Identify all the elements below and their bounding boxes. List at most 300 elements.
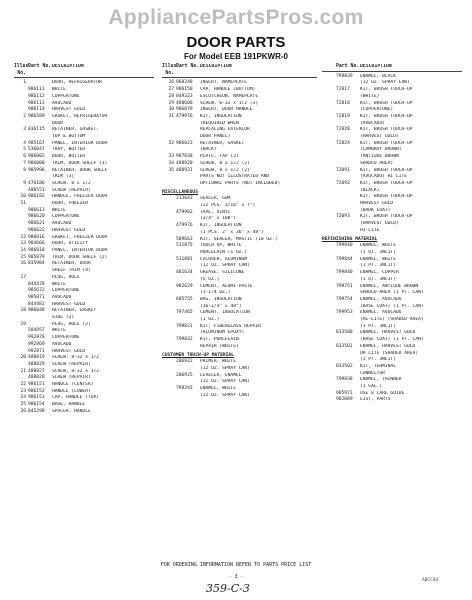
- part-number: 987838: [176, 154, 193, 160]
- ill-number: [162, 181, 176, 188]
- part-no-header: Part No.: [28, 64, 52, 69]
- part-number: 479902: [176, 209, 193, 215]
- part-description: (AVOCADO): [360, 120, 385, 126]
- ill-number: [322, 80, 336, 87]
- column-header: [162, 64, 317, 78]
- part-row: [322, 330, 462, 337]
- part-description: SIDE (2): [52, 315, 75, 321]
- part-row: [162, 161, 317, 168]
- part-row: [322, 74, 462, 81]
- part-description: CEMENT, INSULATION: [200, 310, 250, 316]
- ill-number: [322, 317, 336, 324]
- part-number: 985672: [28, 288, 45, 294]
- part-row: [14, 194, 154, 201]
- part-number: 72092: [336, 180, 350, 186]
- ill-number: 18: [20, 308, 26, 314]
- ill-number: [162, 310, 176, 317]
- part-row: [14, 362, 154, 369]
- ill-number: [162, 216, 176, 223]
- part-description: AVOCADO: [52, 341, 72, 347]
- part-number: [176, 290, 200, 297]
- ill-number: [322, 384, 336, 391]
- part-number: [336, 337, 360, 344]
- part-row: [162, 250, 317, 257]
- part-row: [14, 295, 154, 302]
- watermark: AppliancePartsPros.com: [108, 6, 364, 29]
- part-description: DOOR PANEL): [200, 134, 231, 140]
- ill-number: [162, 373, 176, 380]
- ill-number: 21: [20, 368, 26, 374]
- part-row: [162, 181, 317, 188]
- part-description: (5 OZ.): [200, 276, 220, 282]
- part-row: [162, 243, 317, 250]
- ill-number: [162, 237, 176, 244]
- ill-number: 3: [23, 127, 26, 133]
- part-description: (36-1/4" x 48"): [200, 303, 242, 309]
- part-row: [322, 250, 462, 257]
- part-description: HARVEST GOLD: [52, 301, 86, 307]
- part-description: PANEL, INTERIOR DOOR: [52, 247, 108, 253]
- part-description: AVOCADO: [52, 294, 72, 300]
- part-number: 986018: [28, 247, 45, 253]
- part-description: WHITE: [52, 87, 66, 93]
- part-description: SPACER, HANDLE: [52, 408, 91, 414]
- part-description: HI-LITE: [360, 227, 380, 233]
- part-number: 509663: [176, 236, 193, 242]
- parts-column-1: [14, 64, 154, 416]
- ill-number: [322, 87, 336, 94]
- part-description: (BLACK): [360, 187, 380, 193]
- part-row: [322, 257, 462, 264]
- ill-number: [162, 127, 176, 134]
- ill-number: [162, 330, 176, 337]
- ill-number: [322, 304, 336, 311]
- part-description: (BARK COAT): [360, 207, 391, 213]
- part-description: KIT, SEALER, MASTIC (10 OZ.): [200, 236, 278, 242]
- part-description: HANDLE (LOWER): [52, 388, 91, 394]
- part-number: 986622: [28, 227, 45, 233]
- ill-number: 13: [20, 241, 26, 247]
- part-row: [162, 310, 317, 317]
- ill-number: [14, 228, 28, 235]
- part-row: [162, 290, 317, 297]
- ill-number: [322, 270, 336, 277]
- part-number: 479976: [176, 113, 193, 119]
- part-row: [14, 315, 154, 322]
- part-description: COPPERTONE: [52, 214, 80, 220]
- part-row: [14, 94, 154, 101]
- part-description: SHADED AREA (1 PT. CAN): [360, 290, 424, 296]
- part-row: [162, 134, 317, 141]
- ill-number: 26: [168, 80, 174, 86]
- part-description: (1 QT. 3NC1T): [360, 276, 396, 282]
- page-title: DOOR PARTS: [186, 34, 286, 51]
- ill-number: [162, 134, 176, 141]
- part-row: [322, 377, 462, 384]
- part-description: KIT, FIBERGLASS REPAIR: [200, 323, 261, 329]
- part-description: KIT, INSULATION: [200, 223, 242, 229]
- part-row: [322, 284, 462, 291]
- part-number: 799751: [336, 283, 353, 289]
- ill-number: [162, 277, 176, 284]
- part-row: [322, 221, 462, 228]
- part-number: [336, 147, 360, 154]
- part-description: GASKET, REFRIGERATOR: [52, 113, 108, 119]
- part-number: 844478: [28, 281, 45, 287]
- part-row: [14, 275, 154, 282]
- part-row: [14, 181, 154, 188]
- ill-number: [322, 74, 336, 81]
- part-description: PARTS NOT ILLUSTRATED AND: [200, 174, 270, 180]
- part-row: [322, 154, 462, 161]
- ill-number: [14, 101, 28, 108]
- ill-number: [162, 250, 176, 257]
- part-row: [162, 317, 317, 324]
- part-number: [28, 201, 52, 208]
- part-number: 986113: [28, 100, 45, 106]
- part-number: [176, 121, 200, 128]
- ill-number: [322, 257, 336, 264]
- ill-number: [322, 147, 336, 154]
- part-row: [14, 221, 154, 228]
- part-number: 206922: [176, 359, 193, 365]
- ill-number: [14, 174, 28, 181]
- part-number: [336, 194, 360, 201]
- ill-number: [322, 208, 336, 215]
- part-description: LEVELER, ENAMEL: [200, 372, 242, 378]
- part-number: 799838: [336, 377, 353, 383]
- part-description: (BASE COAT) (1 PT. CAN): [360, 337, 424, 343]
- part-description: (12 OZ. SPRAY CAN): [200, 379, 250, 385]
- part-row: [14, 355, 154, 362]
- ill-number: [162, 196, 176, 203]
- ill-number: [322, 154, 336, 161]
- part-description: INSERT, NAMEPLATE: [200, 80, 248, 86]
- part-number: [176, 203, 200, 210]
- part-description: DOOR, FREEZER: [52, 201, 88, 207]
- description-header: DESCRIPTION: [360, 64, 392, 69]
- ill-number: 16: [20, 261, 26, 267]
- ill-number: 7: [23, 160, 26, 166]
- part-number: 488829: [28, 361, 45, 367]
- part-row: [14, 241, 154, 248]
- ill-number: [14, 335, 28, 342]
- part-row: [322, 357, 462, 364]
- part-number: 985879: [28, 254, 45, 260]
- part-description: SEALER, GUM: [200, 196, 231, 202]
- part-description: ENAMEL, BLACK: [360, 73, 396, 79]
- part-description: (12 OZ. SPRAY CAN): [200, 392, 250, 398]
- ill-number: [322, 194, 336, 201]
- ill-number: [162, 230, 176, 237]
- part-description: COPPERTONE: [52, 93, 80, 99]
- part-description: SHADED AREA): [360, 160, 394, 166]
- part-number: 488819: [28, 355, 45, 361]
- ill-number: [162, 297, 176, 304]
- part-number: 72817: [336, 87, 350, 93]
- part-description: USE & CARE GUIDE: [360, 390, 405, 396]
- part-number: [176, 344, 200, 351]
- part-description: PLATE, TAP (2): [200, 154, 239, 160]
- part-number: [336, 290, 360, 297]
- ill-number: 6: [23, 154, 26, 160]
- ill-number: [322, 101, 336, 108]
- part-description: (AVOCADO) HI LITE: [360, 174, 408, 180]
- ill-number: [14, 328, 28, 335]
- ill-number: 4: [23, 140, 26, 146]
- part-no-header: Part No.: [176, 64, 200, 69]
- part-number: 836115: [28, 127, 45, 133]
- part-number: 844481: [28, 301, 45, 307]
- part-row: [14, 382, 154, 389]
- part-description: ESCUTCHEON, NAMEPLATE: [200, 93, 259, 99]
- part-row: [322, 114, 462, 121]
- ill-number: [322, 290, 336, 297]
- ill-number: 29: [168, 100, 174, 106]
- part-description: KIT, BRUSH TOUCH-UP: [360, 87, 413, 93]
- part-description: (3/4" x 108"): [200, 216, 236, 222]
- ill-number: [162, 379, 176, 386]
- ill-number: [162, 270, 176, 277]
- part-number: [336, 357, 360, 364]
- ill-number: [322, 141, 336, 148]
- part-description: TAPE, VINYL: [200, 209, 231, 215]
- part-row: [14, 161, 154, 168]
- part-number: 799840: [336, 270, 353, 276]
- part-row: [322, 174, 462, 181]
- part-description: WHITE: [52, 281, 66, 287]
- part-description: (1 PT. 3NC1T): [360, 263, 396, 269]
- part-description: KIT, BRUSH TOUCH-UP: [360, 214, 413, 220]
- ill-number: [322, 330, 336, 337]
- part-description: INSERT, DOOR HANDLE: [200, 107, 253, 113]
- part-row: [14, 248, 154, 255]
- part-number: 799839: [336, 73, 353, 79]
- part-description: (COPPERTONE): [360, 107, 394, 113]
- part-number: 849323: [176, 93, 193, 99]
- ill-number: 28: [168, 93, 174, 99]
- ill-number: [322, 250, 336, 257]
- ill-number: [14, 87, 28, 94]
- part-row: [162, 87, 317, 94]
- part-description: KIT, BRUSH TOUCH-UP: [360, 127, 413, 133]
- ill-number: [322, 127, 336, 134]
- part-number: 488920: [176, 160, 193, 166]
- ill-number: [162, 174, 176, 181]
- part-number: [336, 94, 360, 101]
- part-number: [336, 277, 360, 284]
- part-description: ENAMEL, ANTIQUE BROWN: [360, 283, 419, 289]
- part-row: [162, 297, 317, 304]
- part-row: [162, 257, 317, 264]
- part-description: SCREW (REPAIR): [52, 375, 91, 381]
- ill-number: [322, 121, 336, 128]
- part-row: [14, 335, 154, 342]
- part-description: RETAINER, DOOR: [52, 261, 91, 267]
- part-description: ENAMEL, AVOCADO: [360, 310, 402, 316]
- part-description: CAP, HANDLE (TOP): [52, 395, 100, 401]
- part-number: 985071: [28, 294, 45, 300]
- part-description: DOOR, UTILITY: [52, 241, 88, 247]
- part-number: 833500: [336, 330, 353, 336]
- part-row: [162, 127, 317, 134]
- part-number: [176, 393, 200, 400]
- part-number: 488827: [28, 368, 45, 374]
- ill-number: [322, 351, 336, 358]
- column-header: [14, 64, 154, 78]
- part-description: AVOCADO: [52, 100, 72, 106]
- part-description: KIT, INSULATION: [200, 113, 242, 119]
- ill-number: [162, 284, 176, 291]
- part-description: CONNECTOR: [360, 370, 385, 376]
- part-number: 986151: [28, 382, 45, 388]
- part-description: (ALUMINUM EPOXY): [200, 330, 245, 336]
- part-description: ENAMEL, COPPER: [360, 270, 399, 276]
- part-description: KIT, BRUSH TOUCH-UP: [360, 194, 413, 200]
- part-number: 986150: [176, 87, 193, 93]
- part-row: [162, 230, 317, 237]
- ill-number: [322, 243, 336, 250]
- part-row: [14, 308, 154, 315]
- part-row: [162, 121, 317, 128]
- ill-number: 9: [23, 180, 26, 186]
- part-description: DOOR, REFRIGERATOR: [52, 80, 102, 86]
- part-row: [162, 337, 317, 344]
- part-row: [162, 359, 317, 366]
- ill-number: 14: [20, 247, 26, 253]
- part-number: 986079: [176, 107, 193, 113]
- ill-number: [322, 284, 336, 291]
- ill-number: [322, 161, 336, 168]
- ill-number: [14, 295, 28, 302]
- part-description: RETAINER, GASKET,: [52, 127, 100, 133]
- part-row: [322, 141, 462, 148]
- part-description: SCREW, 8-32 x 1/2: [52, 355, 100, 361]
- ill-number: 27: [168, 87, 174, 93]
- part-description: PRIMER, WHITE: [200, 359, 236, 365]
- part-number: 206925: [176, 372, 193, 378]
- part-description: CAP, HANDLE (BOTTOM): [200, 87, 256, 93]
- part-number: 986023: [176, 140, 193, 146]
- part-number: [336, 134, 360, 141]
- ill-number: [322, 397, 336, 404]
- ill-number: [322, 94, 336, 101]
- section-heading: MISCELLANEOUS: [162, 189, 198, 195]
- part-description: (CAMBRAY BROWN): [360, 147, 402, 153]
- part-row: [322, 364, 462, 371]
- part-row: [322, 344, 462, 351]
- part-row: [322, 228, 462, 235]
- ordering-info-footer: FOR ORDERING INFORMATION REFER TO PARTS PRICE LIST: [160, 562, 312, 568]
- part-row: [322, 87, 462, 94]
- part-number: [176, 181, 200, 188]
- ill-number: [322, 337, 336, 344]
- part-row: [322, 161, 462, 168]
- page-code: ABCC03: [422, 578, 439, 583]
- part-description: ENAMEL, THINNER: [360, 377, 402, 383]
- part-row: [322, 290, 462, 297]
- ill-number: 26: [20, 408, 26, 414]
- part-number: [176, 230, 200, 237]
- part-row: [162, 386, 317, 393]
- section-heading: CUSTOMER TOUCH-UP MATERIAL: [162, 352, 234, 358]
- ill-number: 5: [23, 147, 26, 153]
- part-description: TRAY, BUTTER: [52, 147, 86, 153]
- part-description: DOOR: [52, 120, 64, 126]
- part-number: 982629: [176, 283, 193, 289]
- part-description: ENAMEL, WHITE: [200, 386, 236, 392]
- part-number: 605755: [176, 296, 193, 302]
- part-description: TOUCH UP, WHITE: [200, 243, 242, 249]
- part-description: (BASE COAT) (1 PT. CAN): [360, 303, 424, 309]
- part-number: 488553: [28, 187, 45, 193]
- part-description: KIT, TERMINAL: [360, 363, 396, 369]
- part-description: (ANTIQUE BROWN: [360, 154, 399, 160]
- parts-column-3: [322, 64, 462, 404]
- ill-number: 10: [20, 194, 26, 200]
- page-number: - 3 -: [228, 574, 244, 580]
- part-row: [14, 114, 154, 121]
- part-row: [14, 168, 154, 175]
- parts-list-3: [322, 74, 462, 404]
- ill-number: [322, 310, 336, 317]
- part-number: 511875: [176, 243, 193, 249]
- ill-number: 15: [20, 254, 26, 260]
- part-number: [336, 201, 360, 208]
- part-number: [336, 154, 360, 161]
- ill-number: [162, 223, 176, 230]
- ill-no-header: [322, 64, 336, 71]
- part-description: BAG, INSULATION: [200, 296, 242, 302]
- part-description: SCREW, 8 x 1/2 (2): [200, 160, 250, 166]
- ill-number: [322, 344, 336, 351]
- handwritten-note: 359-C-3: [206, 582, 250, 595]
- ill-number: [162, 344, 176, 351]
- part-number: 72091: [336, 167, 350, 173]
- part-row: [162, 270, 317, 277]
- ill-number: 20: [20, 355, 26, 361]
- part-description: HARVEST GOLD: [52, 348, 86, 354]
- part-description: RETAINER, DOOR SHELF: [52, 167, 108, 173]
- part-number: 536047: [28, 147, 45, 153]
- part-description: KIT, PORCELAIN: [200, 337, 239, 343]
- description-header: DESCRIPTION: [200, 64, 232, 69]
- ill-number: [14, 134, 28, 141]
- description-header: DESCRIPTION: [52, 64, 84, 69]
- ill-number: [162, 366, 176, 373]
- part-number: [336, 174, 360, 181]
- part-row: [322, 101, 462, 108]
- part-description: OR LITE (SHADED AREA): [360, 350, 419, 356]
- part-number: [28, 174, 52, 181]
- ill-number: [162, 257, 176, 264]
- ill-number: 11: [20, 201, 26, 207]
- part-number: 72819: [336, 113, 350, 119]
- part-number: [336, 161, 360, 168]
- ill-number: [162, 386, 176, 393]
- part-number: 72093: [336, 214, 350, 220]
- part-row: [162, 154, 317, 161]
- part-description: (1 PT. 3NC1T): [360, 323, 396, 329]
- part-description: WHITE: [52, 207, 66, 213]
- part-description: ENAMEL, HARVEST GOLD: [360, 330, 416, 336]
- part-description: (1 OZ.): [200, 317, 220, 323]
- part-number: 488828: [28, 375, 45, 381]
- part-row: [162, 366, 317, 373]
- ill-number: [162, 393, 176, 400]
- part-description: COPPERTONE: [52, 335, 80, 341]
- part-number: [176, 174, 200, 181]
